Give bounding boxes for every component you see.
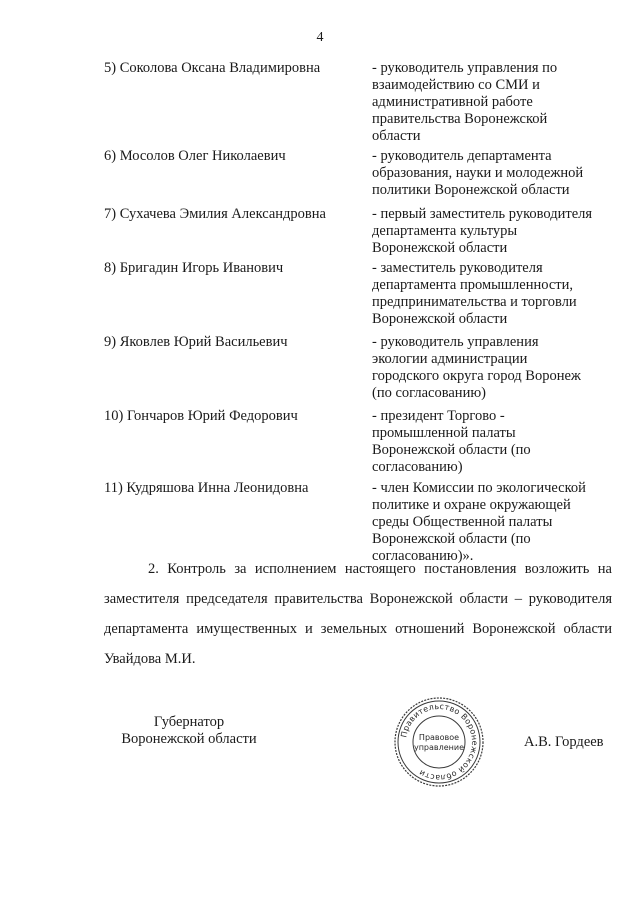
member-role: - первый заместитель руководителя департамента культуры Воронежской области: [372, 206, 593, 256]
stamp-center-line: управление: [413, 743, 465, 752]
control-paragraph: 2. Контроль за исполнением настоящего постановления возложить на заместителя председателя правительства Воронежской области – руководителя департамента имущественных и земельных отношений Воронежской области Увайдова М.И.: [104, 561, 612, 667]
stamp-seal-icon: [393, 696, 485, 788]
member-role: - заместитель руководителя департамента промышленности, предпринимательства и торговли Воронежской области: [372, 260, 577, 327]
member-role: - руководитель департамента образования, науки и молодежной политики Воронежской области: [372, 148, 584, 198]
signature-block: [0, 714, 640, 804]
member-row: [104, 206, 614, 258]
stamp-ring-text: Правительство Воронежской области: [399, 701, 480, 783]
member-name: 6) Мосолов Олег Николаевич: [104, 148, 286, 164]
member-role: - руководитель управления экологии администрации городского округа город Воронеж (по согласованию): [372, 334, 581, 401]
member-name: 10) Гончаров Юрий Федорович: [104, 408, 298, 424]
member-row: [104, 408, 614, 480]
member-row: [104, 60, 614, 142]
official-stamp: [393, 696, 485, 788]
page-number: 4: [316, 30, 324, 45]
member-row: [104, 260, 614, 332]
member-name: 11) Кудряшова Инна Леонидовна: [104, 480, 309, 496]
member-name: 7) Сухачева Эмилия Александровна: [104, 206, 326, 222]
signatory-title-line: Воронежской области: [121, 731, 257, 747]
member-row: [104, 334, 614, 406]
signatory-title: [104, 714, 274, 748]
member-role: - руководитель управления по взаимодействию со СМИ и административной работе правительства Воронежской области: [372, 60, 558, 144]
member-name: 5) Соколова Оксана Владимировна: [104, 60, 321, 76]
member-name: 9) Яковлев Юрий Васильевич: [104, 334, 288, 350]
member-name: 8) Бригадин Игорь Иванович: [104, 260, 284, 276]
signatory-title-line: Губернатор: [153, 714, 225, 730]
signatory-name: А.В. Гордеев: [524, 734, 604, 750]
member-row: [104, 148, 614, 204]
stamp-center-line: Правовое: [418, 733, 460, 742]
member-role: - президент Торгово - промышленной палаты Воронежской области (по согласованию): [372, 408, 531, 475]
member-role: - член Комиссии по экологической политике и охране окружающей среды Общественной палаты Воронежской области (по согласованию)».: [372, 480, 586, 564]
